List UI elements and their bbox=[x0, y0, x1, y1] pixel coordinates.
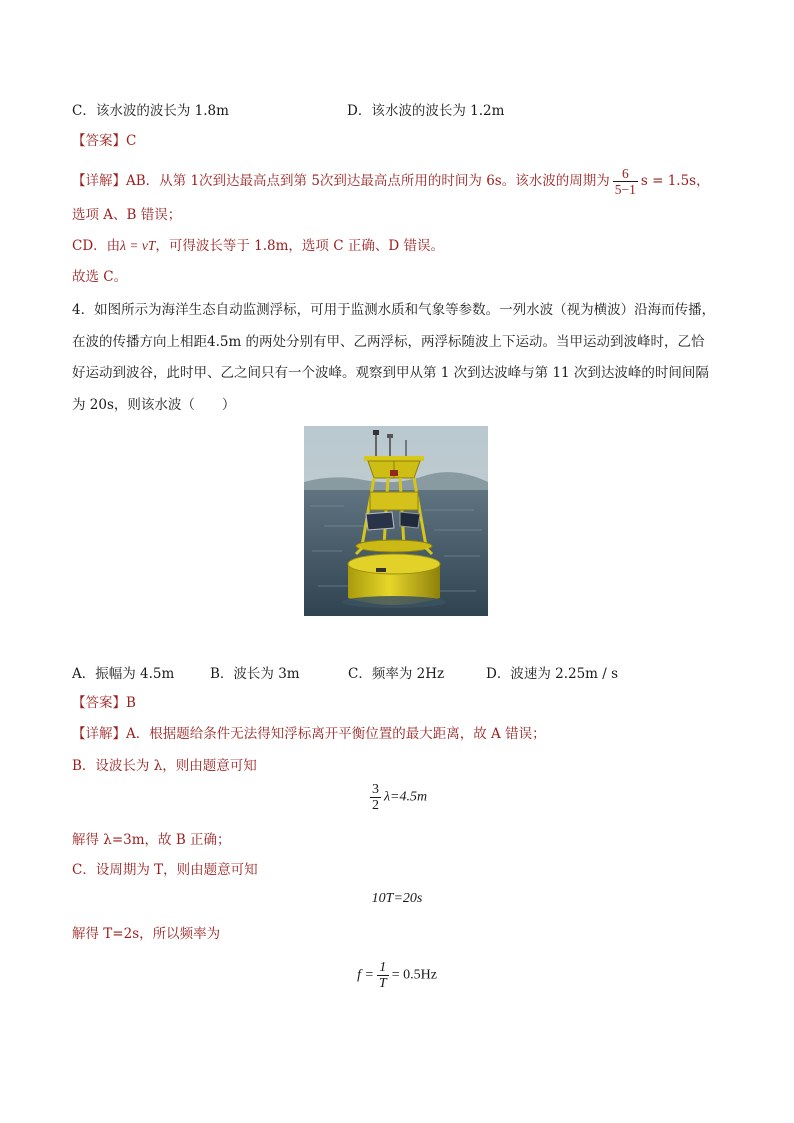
q3-option-c: C．该水波的波长为 1.8m bbox=[72, 103, 229, 119]
fraction-denominator: 5−1 bbox=[614, 182, 636, 197]
buoy-photo bbox=[304, 426, 488, 616]
q4-stem-line2: 在波的传播方向上相距4.5m 的两处分别有甲、乙两浮标，两浮标随波上下运动。当甲运动到波峰时，乙恰 bbox=[72, 334, 705, 350]
equation-rhs: = 0.5Hz bbox=[391, 967, 437, 983]
fraction bbox=[377, 960, 389, 991]
equation-wavelength bbox=[0, 782, 794, 813]
answer-value: B bbox=[126, 695, 136, 711]
q3-detail-line4: 故选 C。 bbox=[72, 269, 128, 285]
detail-text: CD．由 bbox=[72, 238, 121, 254]
q4-option-a: A．振幅为 4.5m bbox=[72, 666, 175, 682]
q3-detail-line2: 选项 A、B 错误； bbox=[72, 207, 182, 223]
equation-rest: λ=4.5m bbox=[383, 789, 428, 805]
detail-tag: 【详解】 bbox=[72, 726, 126, 742]
fraction bbox=[370, 782, 381, 813]
detail-text: ，可得波长等于 1.8m，选项 C 正确、D 错误。 bbox=[155, 238, 444, 254]
answer-tag: 【答案】 bbox=[72, 695, 126, 711]
q4-detail-c-intro: C．设周期为 T，则由题意可知 bbox=[72, 862, 258, 878]
answer-tag: 【答案】 bbox=[72, 133, 126, 149]
q4-answer bbox=[72, 693, 136, 713]
fraction-denominator: 2 bbox=[371, 798, 379, 813]
q4-stem-line4: 为 20s，则该水波（ ） bbox=[72, 397, 236, 413]
wavelength-formula: λ = vT bbox=[120, 238, 156, 253]
period-fraction bbox=[613, 166, 638, 197]
q4-stem-line1: 4．如图所示为海洋生态自动监测浮标，可用于监测水质和气象等参数。一列水波（视为横波）沿海而传播， bbox=[72, 302, 716, 318]
q4-option-d: D．波速为 2.25m / s bbox=[486, 666, 619, 682]
q4-option-c: C．频率为 2Hz bbox=[348, 666, 445, 682]
detail-text: AB．从第 1次到达最高点到第 5次到达最高点所用的时间为 6s。该水波的周期为 bbox=[126, 173, 610, 189]
q4-stem-line3: 好运动到波谷，此时甲、乙之间只有一个波峰。观察到甲从第 1 次到达波峰与第 11 次到达波峰的时间间隔 bbox=[72, 365, 709, 381]
equation-frequency bbox=[0, 960, 794, 991]
q3-detail-line1 bbox=[72, 166, 710, 197]
period-result: s = 1.5s， bbox=[640, 173, 710, 189]
equation-lhs: f = bbox=[357, 967, 374, 983]
q3-detail-line3 bbox=[72, 236, 444, 256]
q4-detail-b-intro: B．设波长为 λ，则由题意可知 bbox=[72, 758, 257, 774]
answer-value: C bbox=[126, 133, 137, 149]
q4-detail-b-result: 解得 λ=3m，故 B 正确； bbox=[72, 832, 231, 848]
q4-detail-a bbox=[72, 724, 546, 744]
fraction-numerator: 3 bbox=[371, 782, 379, 797]
equation-period: 10T=20s bbox=[371, 891, 423, 906]
q4-detail-c-result: 解得 T=2s，所以频率为 bbox=[72, 926, 221, 942]
detail-text: A．根据题给条件无法得知浮标离开平衡位置的最大距离，故 A 错误； bbox=[126, 726, 546, 742]
fraction-numerator: 6 bbox=[621, 166, 629, 181]
fraction-numerator: 1 bbox=[379, 960, 387, 975]
fraction-denominator: T bbox=[378, 976, 387, 991]
q3-option-d: D．该水波的波长为 1.2m bbox=[347, 103, 505, 119]
detail-tag: 【详解】 bbox=[72, 173, 126, 189]
q3-answer bbox=[72, 131, 136, 151]
q4-option-b: B．波长为 3m bbox=[210, 666, 300, 682]
